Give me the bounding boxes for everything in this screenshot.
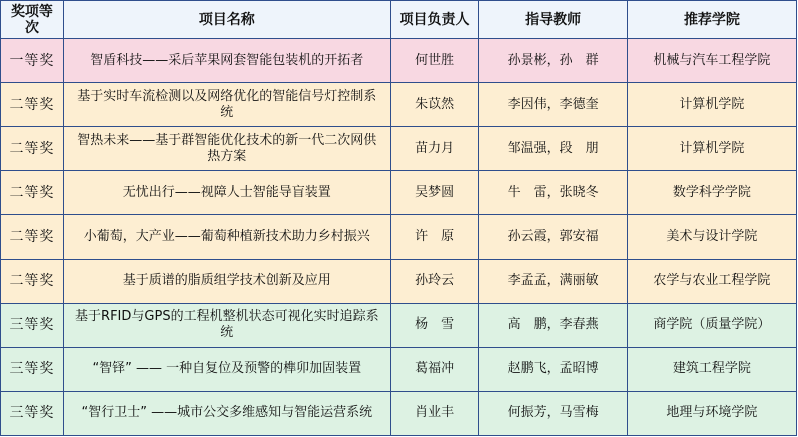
project-cell: 基于质谱的脂质组学技术创新及应用 [63, 259, 390, 303]
header-row [1, 1, 797, 39]
project-cell: 智热未来——基于群智能优化技术的新一代二次网供热方案 [63, 127, 390, 171]
college-cell: 计算机学院 [627, 83, 796, 127]
rank-cell: 二等奖 [1, 171, 64, 215]
advisor-cell: 牛 雷，张晓冬 [479, 171, 627, 215]
table-row [1, 259, 797, 303]
table-row [1, 347, 797, 391]
advisor-cell: 邹温强，段 朋 [479, 127, 627, 171]
rank-cell: 三等奖 [1, 303, 64, 347]
table-row [1, 127, 797, 171]
project-cell: 小葡萄，大产业——葡萄种植新技术助力乡村振兴 [63, 215, 390, 259]
project-cell: 基于实时车流检测以及网络优化的智能信号灯控制系统 [63, 83, 390, 127]
header-advisor: 指导教师 [479, 1, 627, 39]
project-cell: 基于RFID与GPS的工程机整机状态可视化实时追踪系统 [63, 303, 390, 347]
advisor-cell: 赵鹏飞，孟昭博 [479, 347, 627, 391]
college-cell: 美术与设计学院 [627, 215, 796, 259]
leader-cell: 苗力月 [390, 127, 479, 171]
leader-cell: 肖业丰 [390, 391, 479, 435]
leader-cell: 许 原 [390, 215, 479, 259]
college-cell: 计算机学院 [627, 127, 796, 171]
rank-cell: 二等奖 [1, 259, 64, 303]
project-cell: “智行卫士” ——城市公交多维感知与智能运营系统 [63, 391, 390, 435]
advisor-cell: 高 鹏，李春燕 [479, 303, 627, 347]
project-cell: “智铎” —— 一种自复位及预警的榫卯加固装置 [63, 347, 390, 391]
header-rank: 奖项等次 [1, 1, 64, 39]
leader-cell: 何世胜 [390, 39, 479, 83]
advisor-cell: 孙云霞，郭安福 [479, 215, 627, 259]
leader-cell: 杨 雪 [390, 303, 479, 347]
college-cell: 机械与汽车工程学院 [627, 39, 796, 83]
college-cell: 农学与农业工程学院 [627, 259, 796, 303]
college-cell: 建筑工程学院 [627, 347, 796, 391]
rank-cell: 三等奖 [1, 391, 64, 435]
table-row [1, 83, 797, 127]
rank-cell: 二等奖 [1, 83, 64, 127]
leader-cell: 朱苡然 [390, 83, 479, 127]
table-row [1, 391, 797, 435]
table-row [1, 215, 797, 259]
college-cell: 地理与环境学院 [627, 391, 796, 435]
rank-cell: 二等奖 [1, 215, 64, 259]
leader-cell: 吴梦圆 [390, 171, 479, 215]
project-cell: 无忧出行——视障人士智能导盲装置 [63, 171, 390, 215]
rank-cell: 三等奖 [1, 347, 64, 391]
college-cell: 数学科学学院 [627, 171, 796, 215]
advisor-cell: 孙景彬，孙 群 [479, 39, 627, 83]
leader-cell: 葛福冲 [390, 347, 479, 391]
header-project: 项目名称 [63, 1, 390, 39]
college-cell: 商学院（质量学院） [627, 303, 796, 347]
header-college: 推荐学院 [627, 1, 796, 39]
table-row [1, 303, 797, 347]
rank-cell: 一等奖 [1, 39, 64, 83]
advisor-cell: 李因伟，李德奎 [479, 83, 627, 127]
advisor-cell: 李孟孟，满丽敏 [479, 259, 627, 303]
table-row [1, 39, 797, 83]
rank-cell: 二等奖 [1, 127, 64, 171]
advisor-cell: 何振芳，马雪梅 [479, 391, 627, 435]
leader-cell: 孙玲云 [390, 259, 479, 303]
project-cell: 智盾科技——采后苹果网套智能包装机的开拓者 [63, 39, 390, 83]
table-row [1, 171, 797, 215]
header-leader: 项目负责人 [390, 1, 479, 39]
